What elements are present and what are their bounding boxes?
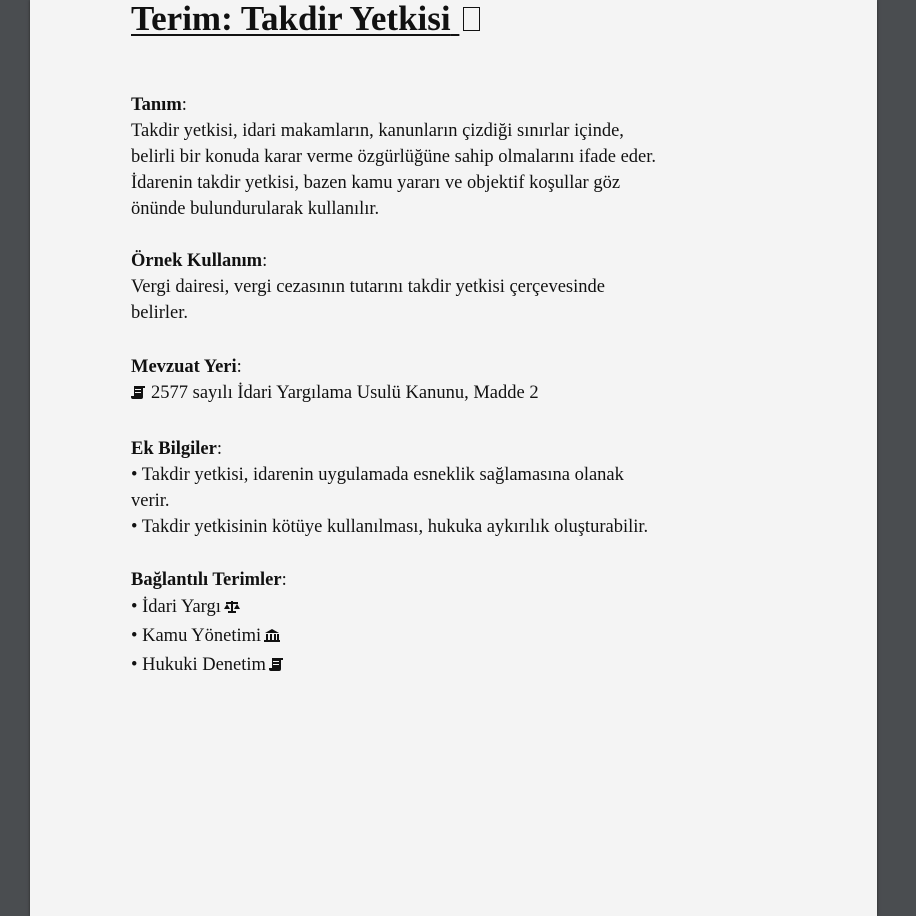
definition-line: Takdir yetkisi, idari makamların, kanunların çizdiği sınırlar içinde,	[131, 121, 624, 141]
related-term-text: • Kamu Yönetimi	[131, 626, 262, 646]
legislation-section	[131, 354, 791, 406]
additional-label: Ek Bilgiler	[131, 439, 217, 459]
example-section	[131, 248, 791, 326]
page-title	[131, 0, 791, 38]
example-label: Örnek Kullanım	[131, 251, 263, 271]
additional-colon: :	[216, 439, 222, 459]
related-terms-section	[131, 567, 791, 680]
missing-glyph-icon	[463, 7, 480, 31]
legislation-label: Mevzuat Yeri	[131, 357, 237, 377]
definition-line: belirli bir konuda karar verme özgürlüğüne sahip olmalarını ifade eder.	[131, 147, 657, 167]
definition-line: İdarenin takdir yetkisi, bazen kamu yararı ve objektif koşullar göz	[131, 173, 621, 193]
scales-icon	[224, 599, 240, 614]
example-line: belirler.	[131, 303, 189, 323]
example-colon: :	[262, 251, 268, 271]
related-term-item	[131, 622, 791, 651]
document-page	[30, 0, 877, 916]
additional-line: verir.	[131, 491, 170, 511]
definition-colon: :	[181, 95, 187, 115]
related-term-text: • Hukuki Denetim	[131, 655, 266, 675]
definition-label: Tanım	[131, 95, 182, 115]
additional-line: • Takdir yetkisi, idarenin uygulamada esneklik sağlamasına olanak	[131, 465, 624, 485]
related-label: Bağlantılı Terimler	[131, 570, 282, 590]
additional-info-section	[131, 436, 791, 540]
legislation-text: 2577 sayılı İdari Yargılama Usulü Kanunu, Madde 2	[151, 383, 539, 403]
scroll-icon	[131, 385, 147, 400]
legislation-colon: :	[236, 357, 242, 377]
title-text: Terim: Takdir Yetkisi	[131, 0, 451, 38]
additional-line: • Takdir yetkisinin kötüye kullanılması, hukuka aykırılık oluşturabilir.	[131, 517, 649, 537]
scroll-icon	[269, 657, 285, 672]
definition-line: önünde bulundurularak kullanılır.	[131, 199, 380, 219]
definition-section	[131, 92, 791, 222]
related-term-item	[131, 593, 791, 622]
related-colon: :	[281, 570, 287, 590]
related-term-text: • İdari Yargı	[131, 597, 221, 617]
example-line: Vergi dairesi, vergi cezasının tutarını takdir yetkisi çerçevesinde	[131, 277, 605, 297]
document-content	[131, 0, 791, 675]
legislation-reference	[131, 380, 791, 406]
building-icon	[264, 628, 280, 643]
related-term-item	[131, 651, 791, 680]
